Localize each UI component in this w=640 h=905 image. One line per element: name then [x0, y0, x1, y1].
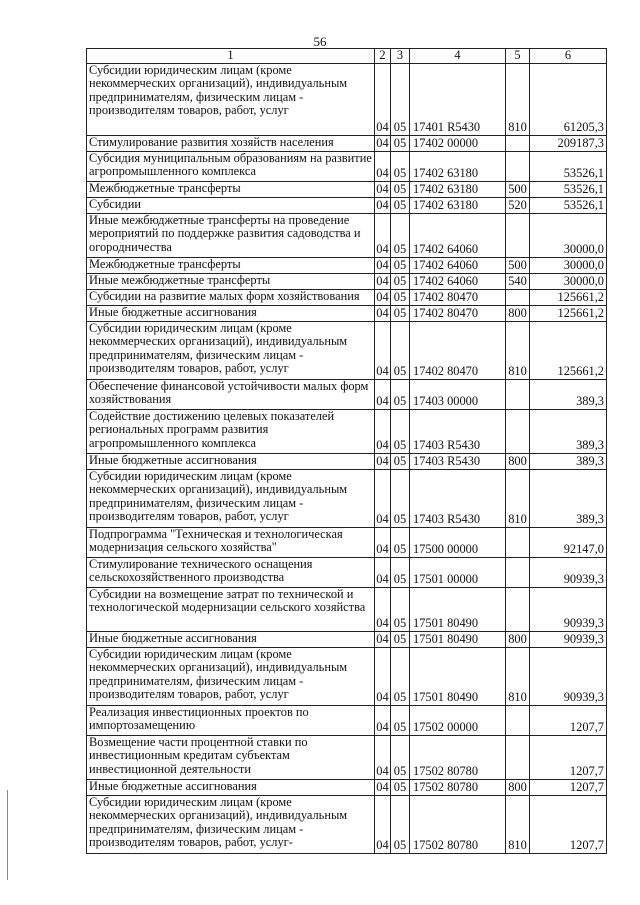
row-target-code: 17402 80470 — [410, 321, 506, 379]
row-expense-type — [506, 213, 530, 257]
row-subsection: 05 — [391, 181, 410, 197]
table-row — [87, 181, 607, 197]
row-name: Реализация инвестиционных проектов по импортозамещению — [87, 705, 375, 735]
row-expense-type: 800 — [506, 631, 530, 647]
row-expense-type — [506, 735, 530, 779]
row-section: 04 — [375, 379, 391, 409]
row-amount: 389,3 — [530, 453, 607, 469]
row-expense-type: 810 — [506, 469, 530, 527]
row-subsection: 05 — [391, 151, 410, 181]
table-row — [87, 197, 607, 213]
row-name: Субсидии юридическим лицам (кроме некоммерческих организаций), индивидуальным предпринимателям, физическим лицам - производителям товаров, работ, услуг — [87, 321, 375, 379]
row-name: Межбюджетные трансферты — [87, 181, 375, 197]
row-target-code: 17403 R5430 — [410, 409, 506, 453]
header-col-5: 5 — [506, 49, 530, 64]
row-target-code: 17403 R5430 — [410, 469, 506, 527]
row-amount: 30000,0 — [530, 213, 607, 257]
budget-table — [86, 48, 607, 854]
row-name: Субсидии юридическим лицам (кроме некоммерческих организаций), индивидуальным предпринимателям, физическим лицам - производителям товаров, работ, услуг- — [87, 795, 375, 853]
row-subsection: 05 — [391, 527, 410, 557]
row-subsection: 05 — [391, 63, 410, 135]
row-amount: 389,3 — [530, 409, 607, 453]
table-row — [87, 63, 607, 135]
row-name: Обеспечение финансовой устойчивости малых форм хозяйствования — [87, 379, 375, 409]
row-section: 04 — [376, 274, 389, 288]
row-name: Подпрограмма "Техническая и технологическая модернизация сельского хозяйства" — [87, 527, 375, 557]
row-subsection: 05 — [391, 557, 410, 587]
row-amount: 30000,0 — [530, 273, 607, 289]
row-amount: 389,3 — [530, 379, 607, 409]
row-target-code: 17402 80470 — [410, 289, 506, 305]
row-subsection: 05 — [391, 779, 410, 795]
row-target-code: 17402 63180 — [410, 151, 506, 181]
row-expense-type: 520 — [506, 197, 530, 213]
table-row — [87, 321, 607, 379]
row-expense-type — [506, 409, 530, 453]
row-expense-type: 800 — [506, 305, 530, 321]
row-name: Иные бюджетные ассигнования — [87, 453, 375, 469]
table-header-row — [87, 49, 607, 64]
row-expense-type — [506, 557, 530, 587]
table-row — [87, 631, 607, 647]
table-row — [87, 795, 607, 853]
row-expense-type — [506, 151, 530, 181]
row-expense-type — [506, 135, 530, 151]
row-expense-type: 810 — [506, 321, 530, 379]
row-name: Возмещение части процентной ставки по инвестиционным кредитам субъектам инвестиционной деятельности — [87, 735, 375, 779]
row-section: 04 — [376, 258, 389, 272]
row-name: Субсидии — [87, 197, 375, 213]
row-expense-type: 540 — [506, 273, 530, 289]
row-section: 04 — [376, 182, 389, 196]
row-target-code: 17401 R5430 — [410, 63, 506, 135]
row-name: Содействие достижению целевых показателей региональных программ развития агропромышленного комплекса — [87, 409, 375, 453]
header-col-2: 2 — [375, 49, 391, 64]
row-amount: 90939,3 — [530, 647, 607, 705]
row-amount: 1207,7 — [530, 795, 607, 853]
header-col-4: 4 — [410, 49, 506, 64]
row-name: Субсидии юридическим лицам (кроме некоммерческих организаций), индивидуальным предпринимателям, физическим лицам - производителям товаров, работ, услуг — [87, 469, 375, 527]
row-expense-type: 500 — [506, 181, 530, 197]
row-expense-type — [506, 379, 530, 409]
row-target-code: 17402 64060 — [410, 257, 506, 273]
row-subsection: 05 — [391, 795, 410, 853]
row-subsection: 05 — [391, 379, 410, 409]
row-name: Субсидии на развитие малых форм хозяйствования — [87, 289, 375, 305]
row-amount: 90939,3 — [530, 587, 607, 631]
row-amount: 53526,1 — [530, 197, 607, 213]
row-amount: 1207,7 — [530, 779, 607, 795]
row-section: 04 — [375, 63, 391, 135]
row-target-code: 17402 63180 — [410, 197, 506, 213]
row-section: 04 — [376, 136, 389, 150]
row-name: Иные бюджетные ассигнования — [87, 305, 375, 321]
row-expense-type: 810 — [506, 795, 530, 853]
row-expense-type: 810 — [506, 63, 530, 135]
row-name: Иные межбюджетные трансферты на проведение мероприятий по поддержке развития садоводства и огородничества — [87, 213, 375, 257]
row-amount: 53526,1 — [530, 181, 607, 197]
header-col-6: 6 — [530, 49, 607, 64]
row-amount: 30000,0 — [530, 257, 607, 273]
row-section: 04 — [375, 557, 391, 587]
row-target-code: 17501 00000 — [410, 557, 506, 587]
row-subsection: 05 — [391, 321, 410, 379]
row-expense-type — [506, 705, 530, 735]
row-target-code: 17502 80780 — [410, 795, 506, 853]
row-name: Иные бюджетные ассигнования — [87, 779, 375, 795]
row-section: 04 — [376, 632, 389, 646]
row-amount: 90939,3 — [530, 557, 607, 587]
row-section: 04 — [375, 213, 391, 257]
table-row — [87, 409, 607, 453]
row-target-code: 17501 80490 — [410, 647, 506, 705]
row-section: 04 — [376, 780, 389, 794]
table-row — [87, 273, 607, 289]
row-expense-type — [506, 587, 530, 631]
page-number: 56 — [313, 34, 327, 49]
row-amount: 125661,2 — [530, 305, 607, 321]
row-amount: 1207,7 — [530, 705, 607, 735]
row-name: Межбюджетные трансферты — [87, 257, 375, 273]
table-row — [87, 453, 607, 469]
row-subsection: 05 — [391, 469, 410, 527]
row-subsection: 05 — [391, 305, 410, 321]
row-expense-type: 800 — [506, 453, 530, 469]
table-row — [87, 705, 607, 735]
row-name: Субсидии юридическим лицам (кроме некоммерческих организаций), индивидуальным предпринимателям, физическим лицам - производителям товаров, работ, услуг — [87, 63, 375, 135]
table-row — [87, 135, 607, 151]
row-section: 04 — [375, 795, 391, 853]
row-subsection: 05 — [391, 135, 410, 151]
row-target-code: 17502 80780 — [410, 735, 506, 779]
row-subsection: 05 — [391, 705, 410, 735]
row-section: 04 — [375, 321, 391, 379]
row-section: 04 — [376, 290, 389, 304]
row-section: 04 — [376, 454, 389, 468]
scan-margin-line — [7, 790, 8, 880]
row-amount: 90939,3 — [530, 631, 607, 647]
table-row — [87, 557, 607, 587]
row-target-code: 17501 80490 — [410, 631, 506, 647]
row-amount: 389,3 — [530, 469, 607, 527]
table-row — [87, 647, 607, 705]
row-section: 04 — [375, 409, 391, 453]
row-expense-type — [506, 289, 530, 305]
table-row — [87, 587, 607, 631]
table-row — [87, 213, 607, 257]
row-name: Субсидии юридическим лицам (кроме некоммерческих организаций), индивидуальным предпринимателям, физическим лицам - производителям товаров, работ, услуг — [87, 647, 375, 705]
row-name: Иные межбюджетные трансферты — [87, 273, 375, 289]
row-expense-type — [506, 527, 530, 557]
table-row — [87, 379, 607, 409]
table-body — [87, 63, 607, 853]
row-section: 04 — [375, 587, 391, 631]
table-row — [87, 151, 607, 181]
row-target-code: 17403 00000 — [410, 379, 506, 409]
table-row — [87, 257, 607, 273]
table-row — [87, 527, 607, 557]
row-amount: 92147,0 — [530, 527, 607, 557]
row-section: 04 — [375, 151, 391, 181]
row-amount: 1207,7 — [530, 735, 607, 779]
row-subsection: 05 — [391, 409, 410, 453]
row-section: 04 — [376, 198, 389, 212]
row-section: 04 — [375, 735, 391, 779]
row-target-code: 17402 63180 — [410, 181, 506, 197]
row-subsection: 05 — [391, 197, 410, 213]
header-col-3: 3 — [391, 49, 410, 64]
row-target-code: 17500 00000 — [410, 527, 506, 557]
row-section: 04 — [376, 306, 389, 320]
row-target-code: 17402 64060 — [410, 213, 506, 257]
table-row — [87, 469, 607, 527]
row-subsection: 05 — [391, 289, 410, 305]
row-name: Стимулирование технического оснащения сельскохозяйственного производства — [87, 557, 375, 587]
row-expense-type: 810 — [506, 647, 530, 705]
row-target-code: 17402 00000 — [410, 135, 506, 151]
row-amount: 61205,3 — [530, 63, 607, 135]
row-subsection: 05 — [391, 453, 410, 469]
row-target-code: 17502 00000 — [410, 705, 506, 735]
row-name: Субсидии на возмещение затрат по технической и технологической модернизации сельского хозяйства — [87, 587, 375, 631]
row-amount: 125661,2 — [530, 321, 607, 379]
row-amount: 53526,1 — [530, 151, 607, 181]
row-subsection: 05 — [391, 213, 410, 257]
row-amount: 209187,3 — [530, 135, 607, 151]
row-target-code: 17403 R5430 — [410, 453, 506, 469]
row-subsection: 05 — [391, 735, 410, 779]
row-target-code: 17402 80470 — [410, 305, 506, 321]
header-col-1: 1 — [87, 49, 375, 64]
row-amount: 125661,2 — [530, 289, 607, 305]
row-target-code: 17402 64060 — [410, 273, 506, 289]
table-row — [87, 305, 607, 321]
row-subsection: 05 — [391, 273, 410, 289]
row-section: 04 — [375, 527, 391, 557]
table-row — [87, 735, 607, 779]
row-name: Иные бюджетные ассигнования — [87, 631, 375, 647]
row-expense-type: 500 — [506, 257, 530, 273]
row-target-code: 17502 80780 — [410, 779, 506, 795]
row-section: 04 — [375, 647, 391, 705]
table-row — [87, 779, 607, 795]
row-subsection: 05 — [391, 257, 410, 273]
row-subsection: 05 — [391, 631, 410, 647]
row-name: Субсидия муниципальным образованиям на развитие агропромышленного комплекса — [87, 151, 375, 181]
table-row — [87, 289, 607, 305]
row-expense-type: 800 — [506, 779, 530, 795]
row-target-code: 17501 80490 — [410, 587, 506, 631]
row-section: 04 — [375, 705, 391, 735]
row-name: Стимулирование развития хозяйств населения — [87, 135, 375, 151]
row-subsection: 05 — [391, 647, 410, 705]
row-section: 04 — [375, 469, 391, 527]
row-subsection: 05 — [391, 587, 410, 631]
